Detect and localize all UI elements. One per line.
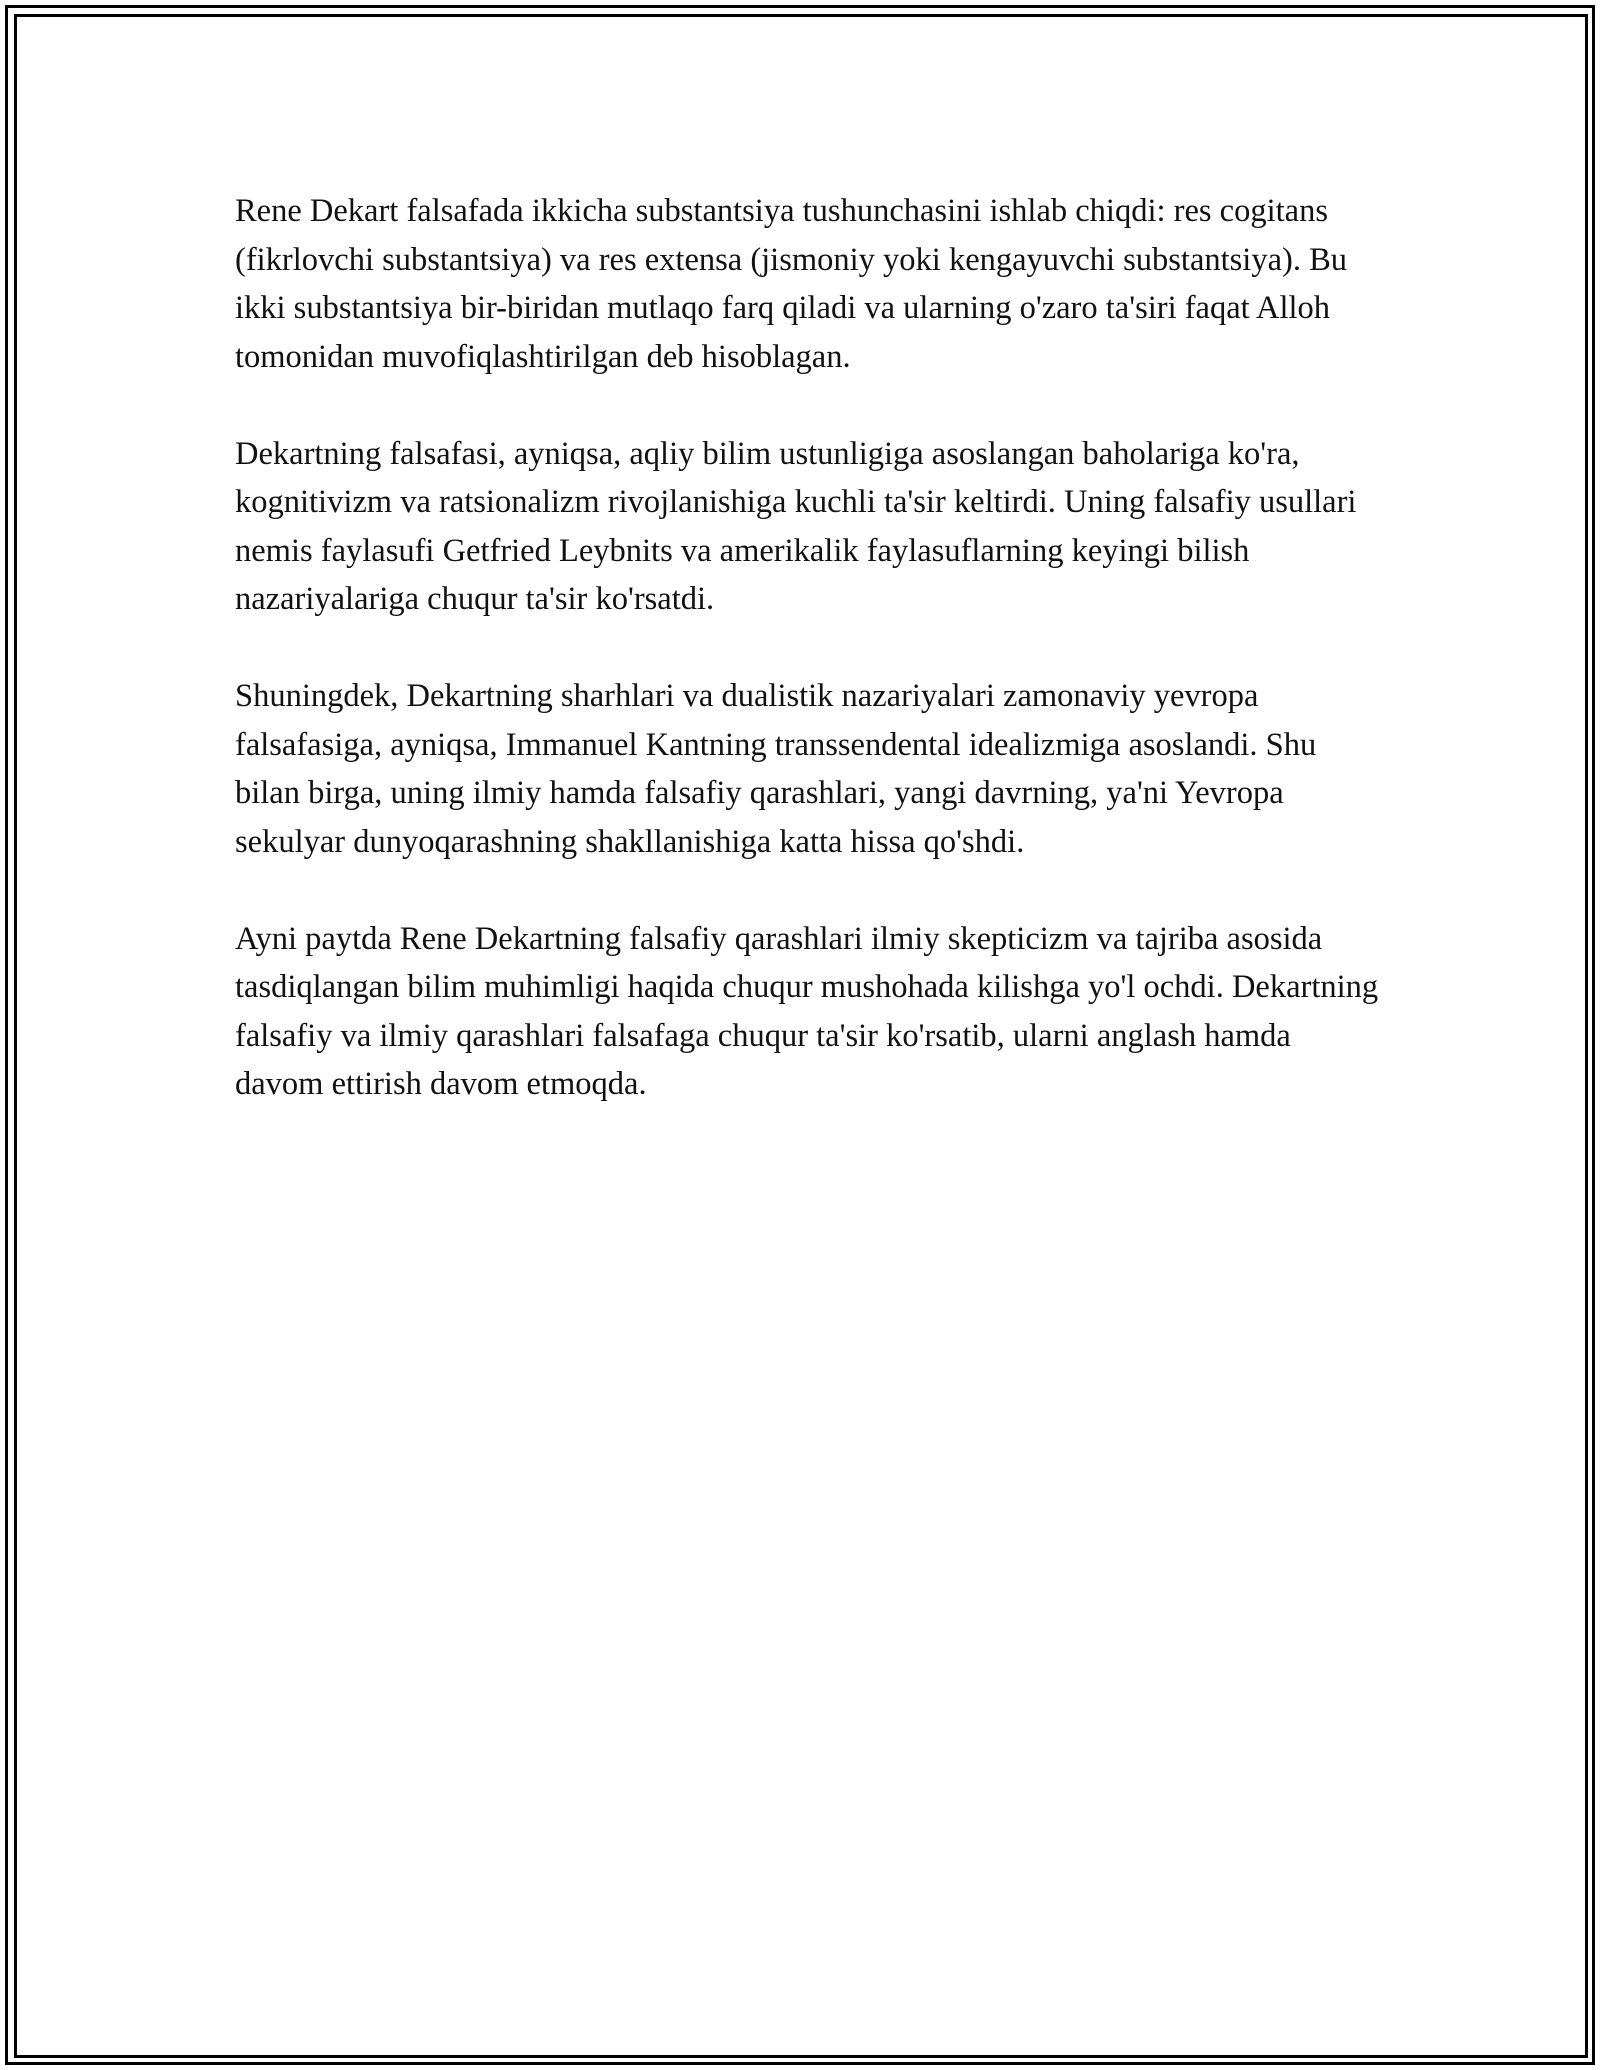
paragraph-1: Rene Dekart falsafada ikkicha substantsiya tushunchasini ishlab chiqdi: res cogitans (fikrlovchi substantsiya) va res extensa (jismoniy yoki kengayuvchi substantsiya). Bu ikki substantsiya bir-biridan mutlaqo farq qiladi va ularning o'zaro ta'siri faqat Alloh tomonidan muvofiqlashtirilgan deb hisoblagan. bbox=[235, 193, 1348, 375]
paragraph-3: Shuningdek, Dekartning sharhlari va dualistik nazariyalari zamonaviy yevropa falsafasiga, ayniqsa, Immanuel Kantning transsendental idealizmiga asoslandi. Shu bilan birga, uning ilmiy hamda falsafiy qarashlari, yangi davrning, ya'ni Yevropa sekulyar dunyoqarashning shakllanishiga katta hissa qo'shdi. bbox=[235, 678, 1317, 860]
paragraph-2: Dekartning falsafasi, ayniqsa, aqliy bilim ustunligiga asoslangan baholariga ko'ra, kognitivizm va ratsionalizm rivojlanishiga kuchli ta'sir keltirdi. Uning falsafiy usullari nemis faylasufi Getfried Leybnits va amerikalik faylasuflarning keyingi bilish nazariyalariga chuqur ta'sir ko'rsatdi. bbox=[235, 435, 1357, 617]
document-body bbox=[235, 187, 1385, 1157]
paragraph-4: Ayni paytda Rene Dekartning falsafiy qarashlari ilmiy skepticizm va tajriba asosida tasdiqlangan bilim muhimligi haqida chuqur mushohada kilishga yo'l ochdi. Dekartning falsafiy va ilmiy qarashlari falsafaga chuqur ta'sir ko'rsatib, ularni anglash hamda davom ettirish davom etmoqda. bbox=[235, 920, 1379, 1102]
